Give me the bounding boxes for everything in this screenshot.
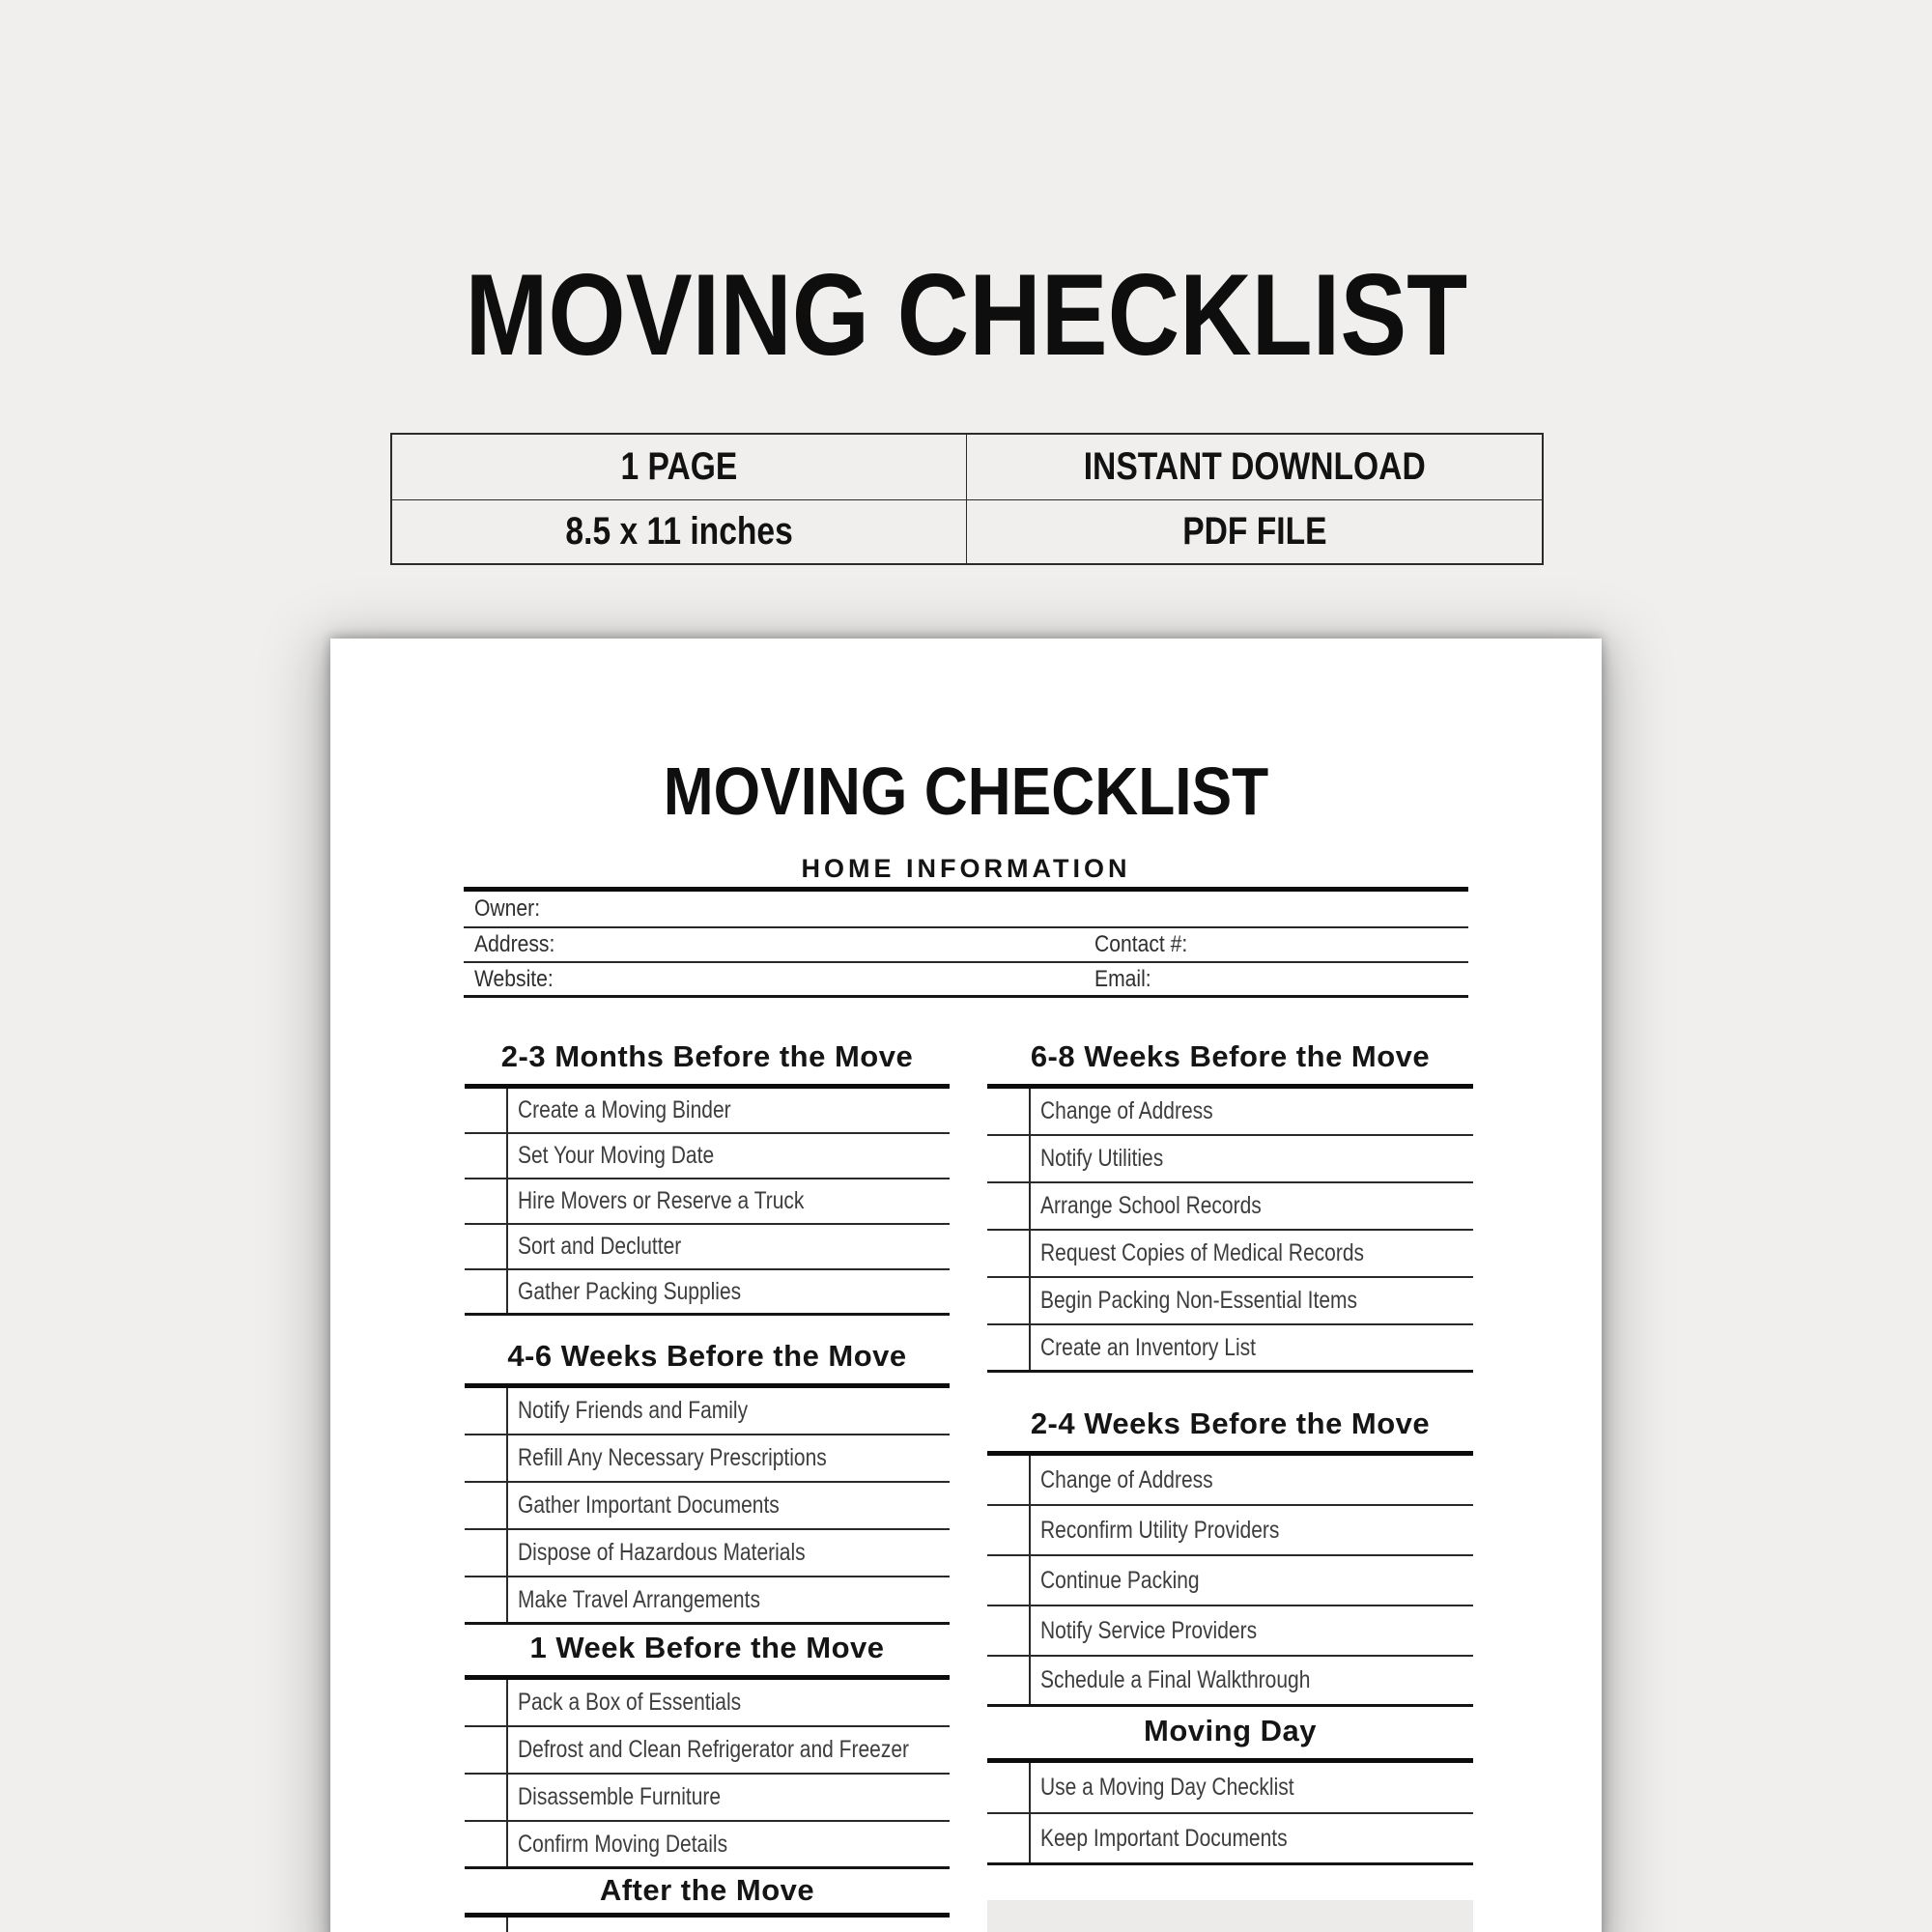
checklist-row [465, 1388, 950, 1435]
task-label: Reconfirm Utility Providers [1040, 1516, 1280, 1544]
task-label: Hire Movers or Reserve a Truck [518, 1187, 805, 1214]
task-label: Refill Any Necessary Prescriptions [518, 1444, 827, 1471]
task-label: Sort and Declutter [518, 1233, 682, 1260]
contact-cell [1084, 928, 1468, 961]
section-after-the-move [465, 1873, 950, 1932]
task-label: Defrost and Clean Refrigerator and Freezer [518, 1736, 910, 1763]
checkbox-cell[interactable] [465, 1270, 508, 1313]
task-label: Notify Utilities [1040, 1145, 1164, 1172]
checklist-row [465, 1775, 950, 1822]
checklist-row [465, 1089, 950, 1134]
task-label: Create an Inventory List [1040, 1333, 1256, 1361]
checklist-row [465, 1225, 950, 1270]
checkbox-cell[interactable] [465, 1483, 508, 1528]
checklist-row [465, 1134, 950, 1179]
address-field[interactable] [566, 928, 1084, 961]
checklist-table [465, 1913, 950, 1932]
task-label: Set Your Moving Date [518, 1142, 715, 1169]
spec-cell-pages: 1 PAGE [392, 435, 967, 500]
task-label: Request Copies of Medical Records [1040, 1239, 1365, 1266]
section-heading: 1 Week Before the Move [529, 1631, 885, 1664]
task-label: Arrange School Records [1040, 1192, 1262, 1219]
task-label [508, 1925, 950, 1932]
section-moving-day [987, 1714, 1473, 1865]
task-label: Gather Packing Supplies [518, 1277, 742, 1305]
checkbox-cell[interactable] [465, 1680, 508, 1725]
checkbox-cell[interactable] [987, 1606, 1031, 1655]
section-heading: Moving Day [1144, 1714, 1317, 1747]
website-cell [464, 963, 1084, 995]
task-label: Gather Important Documents [518, 1492, 780, 1519]
home-row-address-contact [464, 928, 1468, 963]
owner-cell [464, 892, 1468, 926]
section-heading: 2-4 Weeks Before the Move [1030, 1406, 1431, 1440]
address-label: Address: [474, 931, 555, 957]
checklist-table [987, 1084, 1473, 1373]
checklist-row [465, 1822, 950, 1869]
checklist-table [465, 1675, 950, 1869]
checklist-row [987, 1606, 1473, 1657]
task-label: Pack a Box of Essentials [518, 1689, 742, 1716]
task-label: Keep Important Documents [1040, 1824, 1288, 1852]
checkbox-cell[interactable] [987, 1456, 1031, 1504]
checkbox-cell[interactable] [987, 1814, 1031, 1862]
home-information-heading: HOME INFORMATION [801, 854, 1131, 883]
website-label: Website: [474, 965, 554, 992]
checkbox-cell[interactable] [987, 1231, 1031, 1276]
task-label: Make Travel Arrangements [518, 1585, 760, 1613]
checklist-row [465, 1680, 950, 1727]
home-information-table [464, 887, 1468, 998]
checklist-row [987, 1231, 1473, 1278]
checklist-row [987, 1456, 1473, 1506]
checkbox-cell[interactable] [465, 1775, 508, 1820]
task-label: Dispose of Hazardous Materials [518, 1539, 806, 1566]
section-1-week [465, 1631, 950, 1869]
home-row-website-email [464, 963, 1468, 998]
checklist-row [987, 1814, 1473, 1865]
checklist-column-right [987, 1039, 1473, 1932]
contact-label: Contact #: [1094, 931, 1188, 957]
task-label: Change of Address [1040, 1465, 1213, 1493]
section-heading: 2-3 Months Before the Move [500, 1039, 914, 1073]
checklist-row [987, 1136, 1473, 1183]
checklist-row [987, 1657, 1473, 1707]
checklist-column-left [465, 1039, 950, 1932]
checklist-row [987, 1506, 1473, 1556]
checkbox-cell[interactable] [987, 1183, 1031, 1229]
checkbox-cell[interactable] [465, 1530, 508, 1576]
checklist-row [987, 1325, 1473, 1373]
task-label: Notify Service Providers [1040, 1616, 1258, 1644]
spec-cell-format: PDF FILE [1181, 510, 1327, 553]
checklist-row [987, 1556, 1473, 1606]
task-label: Create a Moving Binder [518, 1096, 731, 1123]
checkbox-cell[interactable] [987, 1136, 1031, 1181]
checkbox-cell[interactable] [987, 1325, 1031, 1370]
checkbox-cell[interactable] [465, 1918, 508, 1932]
checkbox-cell[interactable] [987, 1089, 1031, 1134]
section-2-3-months [465, 1039, 950, 1316]
section-4-6-weeks [465, 1339, 950, 1625]
checklist-row [465, 1179, 950, 1225]
email-cell [1084, 963, 1468, 995]
spec-cell-download: INSTANT DOWNLOAD [967, 435, 1542, 500]
checkbox-cell[interactable] [465, 1577, 508, 1622]
checklist-row [465, 1918, 950, 1932]
task-label: Confirm Moving Details [518, 1830, 728, 1858]
checkbox-cell[interactable] [987, 1278, 1031, 1323]
checklist-row [465, 1270, 950, 1316]
checkbox-cell[interactable] [465, 1388, 508, 1434]
owner-field[interactable] [549, 892, 1468, 926]
document-title: MOVING CHECKLIST [663, 753, 1269, 829]
checklist-row [987, 1183, 1473, 1231]
checklist-row [465, 1483, 950, 1530]
owner-label: Owner: [474, 895, 541, 922]
spec-cell-size: 8.5 x 11 inches [392, 500, 967, 563]
checklist-table [987, 1758, 1473, 1865]
checklist-row [465, 1530, 950, 1577]
checkbox-cell[interactable] [987, 1556, 1031, 1605]
task-label: Schedule a Final Walkthrough [1040, 1666, 1311, 1693]
checkbox-cell[interactable] [987, 1763, 1031, 1812]
checkbox-cell[interactable] [465, 1179, 508, 1223]
checklist-row [987, 1089, 1473, 1136]
product-title [0, 250, 1932, 380]
checklist-document-page [330, 639, 1602, 1932]
task-label: Disassemble Furniture [518, 1783, 722, 1810]
task-label: Use a Moving Day Checklist [1040, 1774, 1294, 1801]
checklist-row [465, 1577, 950, 1625]
checkbox-cell[interactable] [465, 1134, 508, 1178]
checklist-row [987, 1278, 1473, 1325]
checklist-table [465, 1383, 950, 1625]
checklist-row [987, 1763, 1473, 1814]
checklist-row [465, 1727, 950, 1775]
checklist-table [987, 1451, 1473, 1707]
home-row-owner [464, 892, 1468, 928]
spec-table [390, 433, 1544, 565]
product-title-text: MOVING CHECKLIST [465, 250, 1467, 380]
task-label: Continue Packing [1040, 1566, 1200, 1594]
checkbox-cell[interactable] [465, 1225, 508, 1268]
notes-box [987, 1900, 1473, 1932]
email-field[interactable] [1159, 963, 1468, 995]
checkbox-cell[interactable] [987, 1657, 1031, 1704]
checklist-row [465, 1435, 950, 1483]
email-label: Email: [1094, 965, 1151, 992]
contact-field[interactable] [1200, 928, 1468, 961]
section-6-8-weeks [987, 1039, 1473, 1373]
checkbox-cell[interactable] [465, 1727, 508, 1773]
checkbox-cell[interactable] [987, 1506, 1031, 1554]
task-label: Change of Address [1040, 1097, 1213, 1124]
section-heading: 6-8 Weeks Before the Move [1030, 1039, 1431, 1073]
address-cell [464, 928, 1084, 961]
section-heading: After the Move [599, 1873, 815, 1907]
checkbox-cell[interactable] [465, 1822, 508, 1866]
website-field[interactable] [564, 963, 1084, 995]
task-label: Notify Friends and Family [518, 1397, 749, 1424]
section-heading: 4-6 Weeks Before the Move [507, 1339, 907, 1373]
checklist-table [465, 1084, 950, 1316]
task-label: Begin Packing Non-Essential Items [1040, 1287, 1357, 1314]
checkbox-cell[interactable] [465, 1435, 508, 1481]
checklist-columns [465, 1039, 1473, 1932]
checkbox-cell[interactable] [465, 1089, 508, 1132]
section-2-4-weeks [987, 1406, 1473, 1707]
